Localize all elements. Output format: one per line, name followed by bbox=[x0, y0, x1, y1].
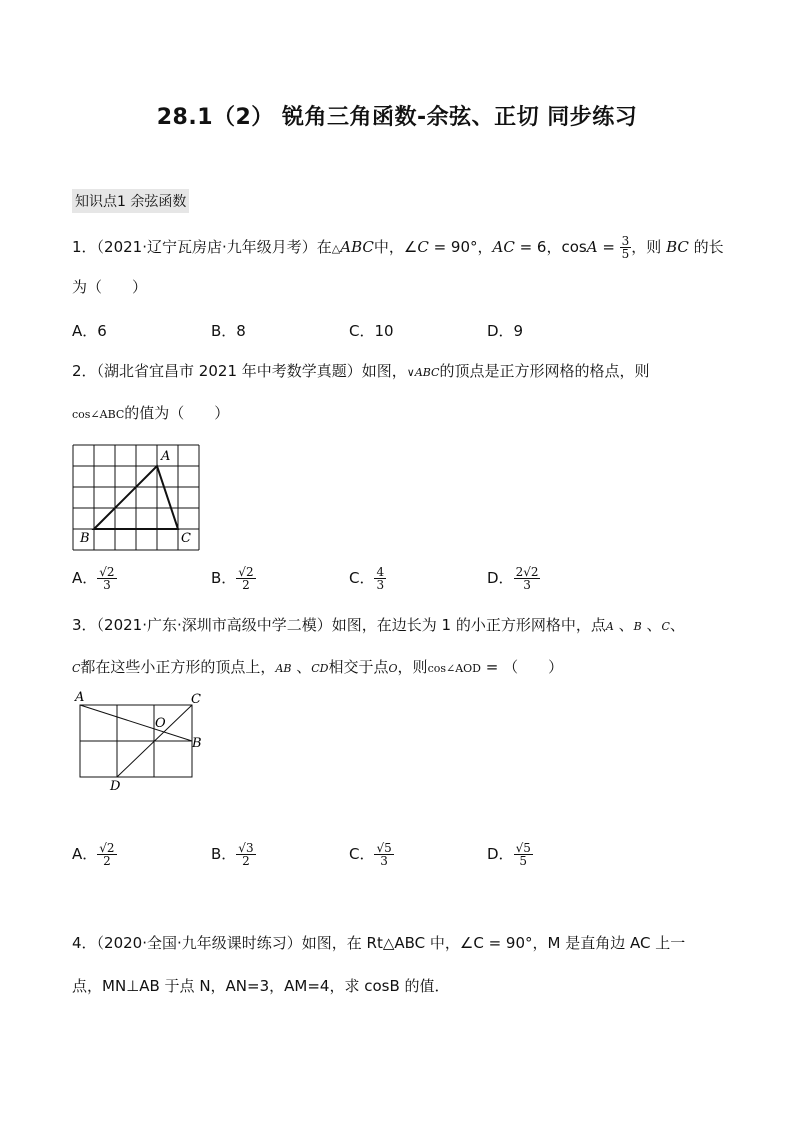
q2-option-b: B． $\frac{√2}{2}$ bbox=[211, 565, 254, 592]
q3-option-a: A． $\frac{√2}{2}$ bbox=[72, 841, 115, 868]
q3-option-c: C． $\frac{√5}{3}$ bbox=[349, 841, 392, 868]
q2-grid-figure bbox=[68, 440, 208, 552]
label-a: A bbox=[75, 690, 85, 705]
label-a: A bbox=[161, 449, 171, 464]
label-o: O bbox=[155, 716, 166, 731]
question-1-line1: 1．（2021·辽宁瓦房店·九年级月考）在△ABC中，∠C = 90°，AC = 6，cosA = $\frac{3}{5}$ ，则 BC 的长 bbox=[72, 234, 724, 261]
q1-option-a: A．6 bbox=[72, 322, 107, 340]
question-2-line1: 2．（湖北省宜昌市 2021 年中考数学真题）如图，∨ABC的顶点是正方形网格的格点，则 bbox=[72, 362, 650, 380]
question-4-line2: 点，MN⊥AB 于点 N，AN=3，AM=4，求 cosB 的值． bbox=[72, 977, 450, 995]
label-b: B bbox=[192, 736, 202, 751]
q1-option-d: D．9 bbox=[487, 322, 524, 340]
question-1-line2: 为（ ） bbox=[72, 278, 148, 296]
question-2-line2: cos∠ABC的值为（ ） bbox=[72, 404, 230, 422]
page-title: 28.1（2） 锐角三角函数-余弦、正切 同步练习 bbox=[156, 105, 638, 130]
q1-option-b: B．8 bbox=[211, 322, 246, 340]
question-3-line2: C都在这些小正方形的顶点上，AB 、CD相交于点O，则cos∠AOD = （ ） bbox=[72, 658, 564, 676]
q3-option-b: B． $\frac{√3}{2}$ bbox=[211, 841, 254, 868]
label-c: C bbox=[191, 692, 201, 707]
segment-ab bbox=[80, 705, 192, 741]
section-tag: 知识点1 余弦函数 bbox=[72, 189, 189, 213]
q3-grid-figure bbox=[72, 688, 212, 792]
q3-option-d: D． $\frac{√5}{5}$ bbox=[487, 841, 531, 868]
label-d: D bbox=[110, 779, 121, 792]
q2-option-c: C． $\frac{4}{3}$ bbox=[349, 565, 385, 592]
q2-option-a: A． $\frac{√2}{3}$ bbox=[72, 565, 115, 592]
fraction-3-5: $\frac{3}{5}$ bbox=[621, 234, 630, 261]
q2-option-d: D． $\frac{2√2}{3}$ bbox=[487, 565, 539, 592]
question-3-line1: 3．（2021·广东·深圳市高级中学二模）如图，在边长为 1 的小正方形网格中，点A 、B 、C、 bbox=[72, 616, 685, 634]
label-b: B bbox=[80, 531, 90, 546]
question-4-line1: 4．（2020·全国·九年级课时练习）如图，在 Rt△ABC 中，∠C = 90°，M 是直角边 AC 上一 bbox=[72, 934, 686, 952]
q1-option-c: C．10 bbox=[349, 322, 394, 340]
label-c: C bbox=[181, 531, 191, 546]
